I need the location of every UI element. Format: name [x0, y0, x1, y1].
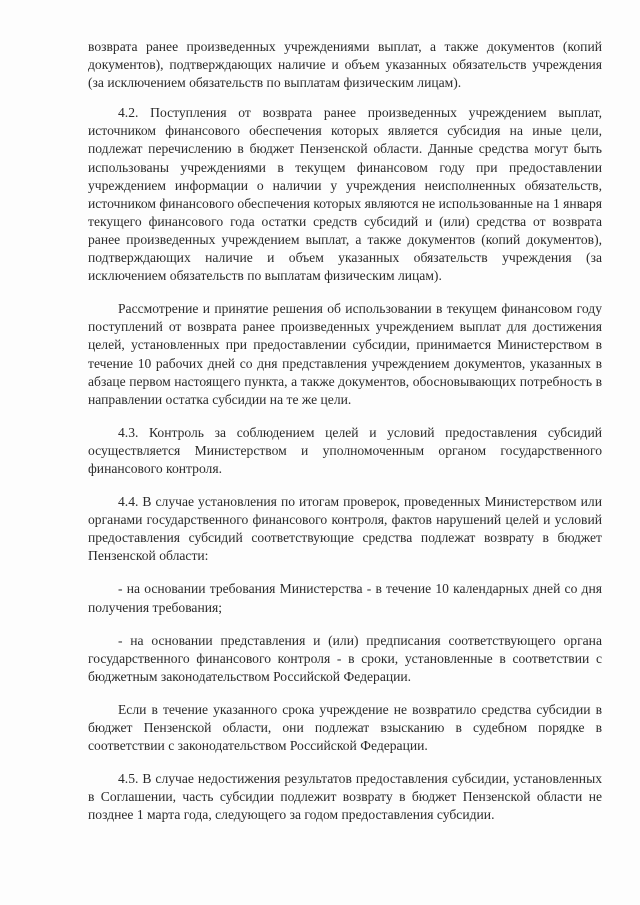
paragraph-4-4: 4.4. В случае установления по итогам проверок, проведенных Министерством или органами государственного финансового контроля, фактов нарушений целей и условий предоставления субсидий соответствующие средства подлежат возврату в бюджет Пензенской области: — [88, 494, 602, 564]
paragraph-continuation: возврата ранее произведенных учреждениями выплат, а также документов (копий документов), подтверждающих наличие и объем указанных обязательств учреждения (за исключением обязательств по выплатам физическим лицам). — [88, 39, 602, 91]
paragraph-4-3: 4.3. Контроль за соблюдением целей и условий предоставления субсидий осуществляется Министерством и уполномоченным органом государственного финансового контроля. — [88, 424, 602, 476]
paragraph-review-decision: Рассмотрение и принятие решения об использовании в текущем финансовом году поступлений от возврата ранее произведенных учреждением выплат для достижения целей, установленных при предоставлении субсидии, принимается Министерством в течение 10 рабочих дней со дня представления учреждением документов, указанных в абзаце первом настоящего пункта, а также документов, обосновывающих потребность в направлении остатка субсидии на те же цели. — [88, 301, 602, 407]
paragraph-ministry-requirement: - на основании требования Министерства - в течение 10 календарных дней со дня получения требования; — [88, 581, 602, 615]
document-body — [88, 38, 602, 824]
paragraph-4-2: 4.2. Поступления от возврата ранее произведенных учреждением выплат, источником финансового обеспечения которых является субсидия на иные цели, подлежат перечислению в бюджет Пензенской области. Данные средства могут быть использованы учреждениями в текущем финансовом году при предоставлении учреждением информации о наличии у учреждения неисполненных обязательств, источником финансового обеспечения которых являются не использованные на 1 января текущего финансового года остатки средств субсидий и (или) средства от возврата ранее произведенных учреждением выплат, а также документов (копий документов), подтверждающих наличие и объем указанных обязательств учреждения (за исключением обязательств по выплатам физическим лицам). — [88, 105, 603, 284]
paragraph-control-body-order: - на основании представления и (или) предписания соответствующего органа государственного финансового контроля - в сроки, установленные в соответствии с бюджетным законодательством Российской Федерации. — [88, 632, 602, 684]
paragraph-4-5: 4.5. В случае недостижения результатов предоставления субсидии, установленных в Соглашении, часть субсидии подлежит возврату в бюджет Пензенской области не позднее 1 марта года, следующего за годом предоставления субсидии. — [88, 771, 602, 823]
paragraph-court-recovery: Если в течение указанного срока учреждение не возвратило средства субсидии в бюджет Пензенской области, они подлежат взысканию в судебном порядке в соответствии с законодательством Российской Федерации. — [88, 701, 602, 754]
